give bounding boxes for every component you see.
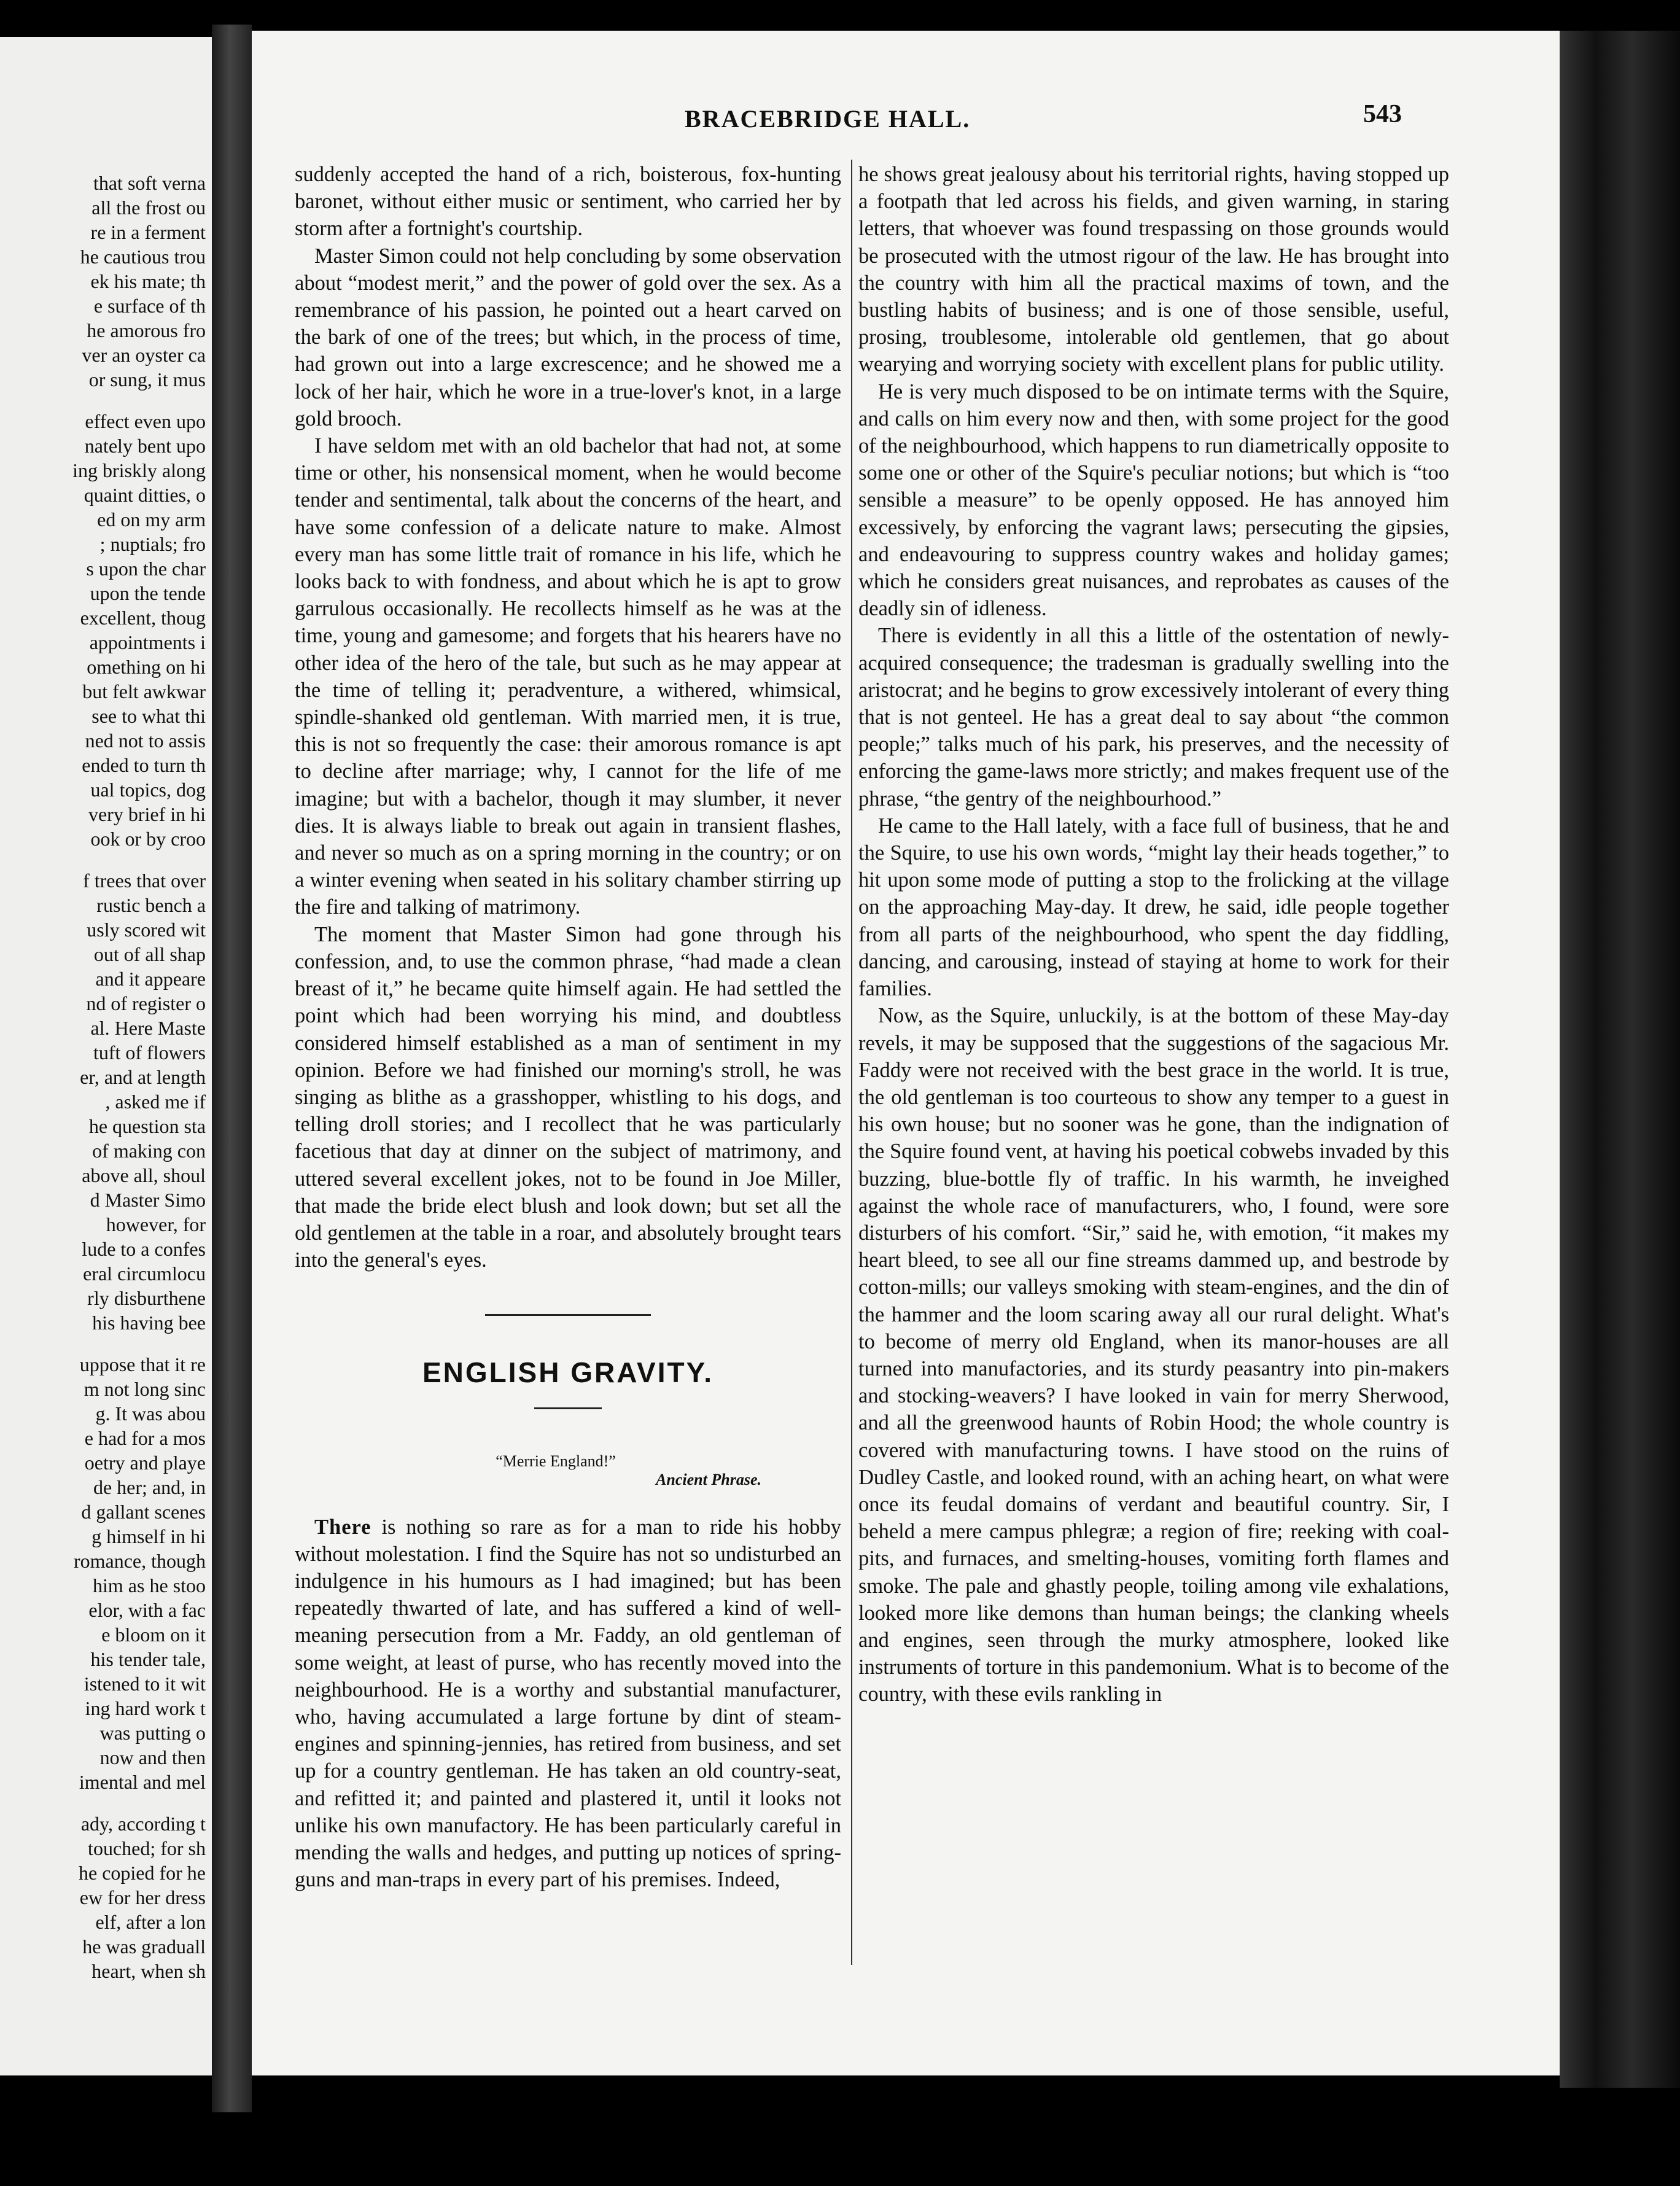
facing-page-line: eral circumlocu xyxy=(83,1262,206,1285)
epigraph: “Merrie England!” xyxy=(496,1452,616,1470)
opening-word: There xyxy=(314,1515,371,1539)
facing-page-line: he question sta xyxy=(88,1115,206,1137)
paragraph: suddenly accepted the hand of a rich, boisterous, fox-hunting baronet, without either music or sentiment, who carried her by storm after a fortnight's courtship. xyxy=(295,163,841,241)
facing-page-line: er, and at length xyxy=(80,1066,206,1088)
facing-page-line: tuft of flowers xyxy=(93,1041,206,1064)
facing-page-line: imental and mel xyxy=(79,1771,206,1793)
facing-page-line: ver an oyster ca xyxy=(82,344,206,366)
paragraph: He is very much disposed to be on intimate terms with the Squire, and calls on him every now and then, with some project for the good of the neighbourhood, which happens to run diametrically opposite to some one or other of the Squire's peculiar notions; but which is “too sensible a measure” to be openly opposed. He has annoyed him excessively, by enforcing the vagrant laws; persecuting the gipsies, and endeavouring to suppress country wakes and holiday games; which he considers great nuisances, and reprobates as causes of the deadly sin of idleness. xyxy=(858,379,1449,621)
facing-page-line: quaint ditties, o xyxy=(84,484,206,506)
facing-page-line: now and then xyxy=(99,1746,206,1768)
facing-page-line: very brief in hi xyxy=(88,803,206,825)
facing-page-line: nd of register o xyxy=(86,992,206,1014)
facing-page-line: ing briskly along xyxy=(72,459,206,481)
facing-page-line: he amorous fro xyxy=(87,319,206,341)
facing-page-line: ual topics, dog xyxy=(90,779,206,801)
facing-page-line: and it appeare xyxy=(95,968,206,990)
facing-page-line: e bloom on it xyxy=(101,1624,206,1646)
facing-page-line: his having bee xyxy=(92,1312,206,1334)
paragraph: There is evidently in all this a little of the ostentation of newly-acquired consequence; the tradesman is gradually swelling into the aristocrat; and he begins to grow excessively intolerant of every thing that is not genteel. He has a great deal to say about “the common people;” talks much of his park, his preserves, and the necessity of enforcing the game-laws more strictly; and makes frequent use of the phrase, “the gentry of the neighbourhood.” xyxy=(858,624,1449,811)
title-underline xyxy=(534,1407,602,1409)
facing-page-line: touched; for sh xyxy=(88,1837,206,1859)
facing-page-line: he cautious trou xyxy=(80,246,206,268)
section-title: ENGLISH GRAVITY. xyxy=(422,1356,714,1389)
facing-page-line: he was graduall xyxy=(82,1935,206,1958)
facing-page-line: g. It was abou xyxy=(95,1402,206,1425)
facing-page-line: al. Here Maste xyxy=(90,1017,206,1039)
facing-page-text xyxy=(3,171,206,1983)
facing-page-line: elor, with a fac xyxy=(88,1599,206,1621)
facing-page-line: d gallant scenes xyxy=(81,1501,206,1523)
book-gutter xyxy=(212,25,252,2112)
facing-page-line: heart, when sh xyxy=(91,1960,206,1982)
facing-page-line: or sung, it mus xyxy=(88,368,206,391)
facing-page-line: uppose that it re xyxy=(79,1353,206,1375)
facing-page-line: oetry and playe xyxy=(84,1452,206,1474)
facing-page-line: of making con xyxy=(92,1140,206,1162)
facing-page-line: ned not to assis xyxy=(85,729,206,752)
paragraph: I have seldom met with an old bachelor that had not, at some time or other, his nonsensical moment, when he would become tender and sentimental, talk about the concerns of the heart, and have some confession of a delicate nature to make. Almost every man has some little trait of romance in his life, which he looks back to with fondness, and about which he is apt to grow garrulous occasionally. He recollects himself as he was at the time, young and gamesome; and forgets that his hearers have no other idea of the hero of the tale, but such as he may appear at the time of telling it; peradventure, a withered, whimsical, spindle-shanked old gentleman. With married men, it is true, this is not so frequently the case: their amorous romance is apt to decline after marriage; why, I cannot for the life of me imagine; but with a bachelor, though it may slumber, it never dies. It is always liable to break out again in transient flashes, and never so much as on a spring morning in the country; or on a winter evening when seated in his solitary chamber stirring up the fire and talking of matrimony. xyxy=(295,434,841,919)
facing-page-line: ended to turn th xyxy=(82,754,206,776)
facing-page-line: he copied for he xyxy=(78,1862,206,1884)
facing-page-line: was putting o xyxy=(99,1722,206,1744)
facing-page-line: ed on my arm xyxy=(97,508,206,531)
facing-page-line: upon the tende xyxy=(90,582,206,604)
facing-page-line: lude to a confes xyxy=(82,1238,206,1260)
line-gap xyxy=(3,1335,206,1352)
facing-page-line: but felt awkwar xyxy=(82,680,206,702)
line-gap xyxy=(3,1794,206,1811)
facing-page-line: re in a ferment xyxy=(90,221,206,243)
line-gap xyxy=(3,851,206,868)
facing-page-line: , asked me if xyxy=(105,1091,206,1113)
facing-page-line: rustic bench a xyxy=(96,894,206,916)
column-one xyxy=(295,161,841,1893)
paragraph: The moment that Master Simon had gone through his confession, and, to use the common phrase, “had made a clean breast of it,” he became quite himself again. He had settled the point which had been worrying his mind, and doubtless considered himself established as a man of sentiment in my opinion. Before we had finished our morning's stroll, he was singing as blithe as a grasshopper, whistling to his dogs, and telling droll stories; and I recollect that he was particularly facetious that day at dinner on the subject of matrimony, and uttered several excellent jokes, not to be found in Joe Miller, that made the bride elect blush and look down; but set all the old gentlemen at the table in a roar, and absolutely brought tears into the general's eyes. xyxy=(295,922,841,1272)
paragraph: Now, as the Squire, unluckily, is at the bottom of these May-day revels, it may be supposed that the suggestions of the sagacious Mr. Faddy were not received with the best grace in the world. It is true, the old gentleman is too courteous to show any temper to a guest in his own house; but no sooner was he gone, than the indignation of the Squire found vent, at having his poetical cobwebs invaded by this buzzing, blue-bottle fly of traffic. In his warmth, he inveighed against the whole race of manufacturers, who, I found, were sore disturbers of his comfort. “Sir,” said he, with emotion, “it makes my heart bleed, to see all our fine streams dammed up, and bestrode by cotton-mills; our valleys smoking with steam-engines, and the din of the hammer and the loom scaring away all our rural delight. What's to become of merry old England, when its manor-houses are all turned into manufactories, and its sturdy peasantry into pin-makers and stocking-weavers? I have looked in vain for merry Sherwood, and all the greenwood haunts of Robin Hood; the whole country is covered with manufacturing towns. I have stood on the ruins of Dudley Castle, and looked round, with an aching heart, on what were once its feudal domains of verdant and beautiful country. Sir, I beheld a mere campus phlegræ; a region of fire; reeking with coal-pits, and furnaces, and smelting-houses, vomiting forth flames and smoke. The pale and ghastly people, toiling among vile exhalations, looked more like demons than human beings; the clanking wheels and engines, seen through the murky atmosphere, looked like instruments of torture in this pandemonium. What is to become of the country, with these evils rankling in xyxy=(858,1004,1449,1706)
facing-page-line: however, for xyxy=(106,1213,206,1235)
facing-page-line: ; nuptials; fro xyxy=(99,533,206,555)
facing-page-line: d Master Simo xyxy=(90,1189,206,1211)
paragraph xyxy=(295,1514,841,1894)
column-two xyxy=(858,161,1449,1708)
facing-page-line: usly scored wit xyxy=(87,919,206,941)
opening-text: is nothing so rare as for a man to ride his hobby without molestation. I find the Squire has not so undisturbed an indulgence in his humours as I had imagined; but has been repeatedly thwarted of late, and has suffered a kind of well-meaning persecution from a Mr. Faddy, an old gentleman of some weight, at least of purse, who has recently moved into the neighbourhood. He is a worthy and substantial manufacturer, who, having accumulated a large fortune by dint of steam-engines and spinning-jennies, has retired from business, and set up for a country gentleman. He has taken an old country-seat, and refitted it; and painted and plastered it, until it looks not unlike his own manufactory. He has been particularly careful in mending the walls and hedges, and putting up notices of spring-guns and man-traps in every part of his premises. Indeed, xyxy=(295,1515,841,1892)
facing-page-line: ady, according t xyxy=(80,1813,206,1835)
facing-page-line: m not long sinc xyxy=(84,1378,206,1400)
page-number: 543 xyxy=(1363,100,1402,128)
facing-page-line: above all, shoul xyxy=(82,1164,206,1186)
running-header: BRACEBRIDGE HALL. xyxy=(685,105,971,133)
facing-page-line: romance, though xyxy=(73,1550,206,1572)
epigraph-attribution: Ancient Phrase. xyxy=(656,1470,761,1488)
facing-page-line: all the frost ou xyxy=(91,196,206,219)
facing-page-line: g himself in hi xyxy=(91,1525,206,1547)
facing-page-line: elf, after a lon xyxy=(95,1911,206,1933)
line-gap xyxy=(3,392,206,409)
facing-page-line: ew for her dress xyxy=(79,1886,206,1908)
facing-page-line: out of all shap xyxy=(93,943,206,965)
facing-page-line: appointments i xyxy=(89,631,206,653)
facing-page-line: his tender tale, xyxy=(90,1648,206,1670)
facing-page-line: ook or by croo xyxy=(90,828,206,850)
facing-page-line: de her; and, in xyxy=(93,1476,206,1498)
facing-page-line: nately bent upo xyxy=(84,435,206,457)
facing-page-line: s upon the char xyxy=(86,558,206,580)
page-edge xyxy=(1560,31,1680,2088)
paragraph: he shows great jealousy about his territorial rights, having stopped up a footpath that led across his fields, and given warning, in staring letters, that whoever was found trespassing on those grounds would be prosecuted with the utmost rigour of the law. He has brought into the country with him all the practical maxims of town, and the bustling habits of business; and is one of those sensible, useful, prosing, troublesome, intolerable old gentlemen, that go about wearying and worrying society with excellent plans for public utility. xyxy=(858,163,1449,376)
paragraph: Master Simon could not help concluding by some observation about “modest merit,” and the power of gold over the sex. As a remembrance of his passion, he pointed out a heart carved on the bark of one of the trees; but which, in the process of time, had grown out into a large excrescence; and he showed me a lock of her hair, which he wore in a true-lover's knot, in a large gold brooch. xyxy=(295,244,841,430)
facing-page-line: e had for a mos xyxy=(84,1427,206,1449)
facing-page-fragment xyxy=(0,37,216,2075)
facing-page-line: f trees that over xyxy=(83,869,206,892)
facing-page-line: effect even upo xyxy=(85,410,206,432)
paragraph: He came to the Hall lately, with a face full of business, that he and the Squire, to use his own words, “might lay their heads together,” to hit upon some mode of putting a stop to the frolicking at the village on the approaching May-day. It drew, he said, idle people together from all parts of the neighbourhood, who spent the day fiddling, dancing, and carousing, instead of staying at home to work for their families. xyxy=(858,814,1449,1001)
facing-page-line: ek his mate; th xyxy=(90,270,206,292)
facing-page-line: omething on hi xyxy=(87,656,206,678)
facing-page-line: that soft verna xyxy=(93,172,206,194)
column-divider xyxy=(851,160,852,1965)
facing-page-line: excellent, thoug xyxy=(80,607,206,629)
facing-page-line: rly disburthene xyxy=(87,1287,206,1309)
section-divider xyxy=(485,1314,651,1316)
facing-page-line: see to what thi xyxy=(91,705,206,727)
facing-page-line: ing hard work t xyxy=(85,1697,206,1719)
facing-page-line: istened to it wit xyxy=(84,1673,206,1695)
facing-page-line: him as he stoo xyxy=(93,1574,206,1597)
facing-page-line: e surface of th xyxy=(93,295,206,317)
